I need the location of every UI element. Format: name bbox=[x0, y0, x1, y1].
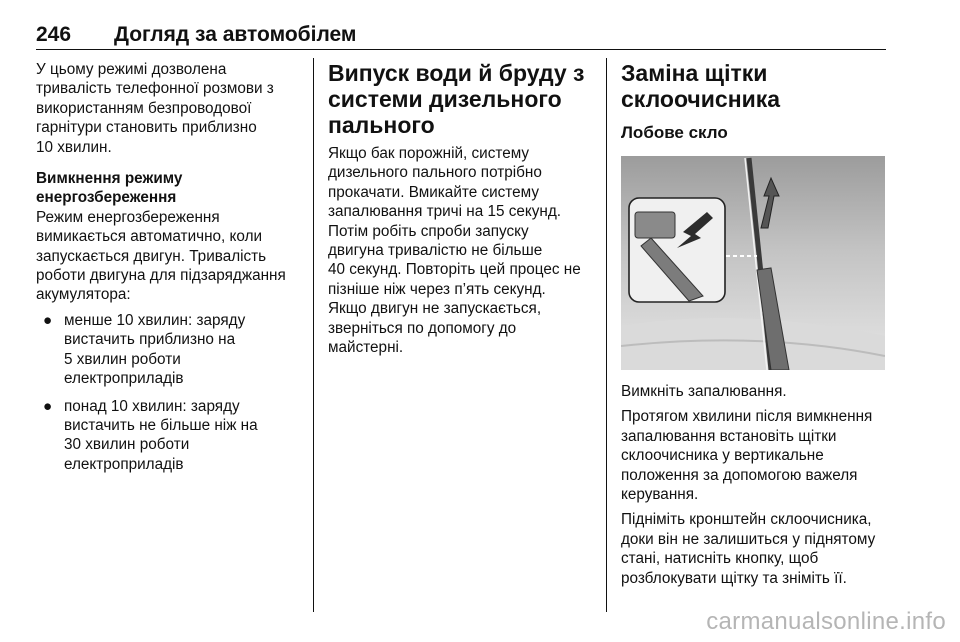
body-paragraph: Режим енергозбереження вимикається автоматично, коли запускається двигун. Тривалість роботи двигуна для підзаряджання акумулятора: bbox=[36, 208, 286, 304]
column-divider-1 bbox=[313, 58, 314, 612]
section-heading: Заміна щітки склоочисника bbox=[621, 60, 781, 112]
wiper-diagram-image bbox=[621, 156, 885, 370]
column-3 bbox=[621, 60, 889, 588]
bullet-icon: ● bbox=[43, 397, 53, 415]
list-item: ● понад 10 хвилин: заряду вистачить не більше ніж на 30 хвилин роботи електроприладів bbox=[43, 397, 258, 473]
body-paragraph: Якщо бак порожній, систему дизельного пального потрібно прокачати. Вмикайте систему запалювання тричі на 15 секунд. Потім робіть спроби запуску двигуна тривалістю не більше 40 секунд. Повторіть цей процес не пізніше ніж через п’ять секунд. Якщо двигун не запускається, зверніться по допомогу до майстерні. bbox=[328, 145, 581, 357]
watermark: carmanualsonline.info bbox=[706, 608, 946, 635]
column-divider-2 bbox=[606, 58, 607, 612]
body-paragraph: Вимкніть запалювання. bbox=[621, 383, 787, 400]
bullet-icon: ● bbox=[43, 311, 53, 329]
page-header bbox=[36, 22, 886, 52]
subsection-heading: Лобове скло bbox=[621, 123, 728, 142]
bullet-list bbox=[36, 311, 298, 474]
subsection-heading: Вимкнення режиму енергозбереження bbox=[36, 170, 183, 207]
body-paragraph: Підніміть кронштейн склоочисника, доки він не залишиться у піднятому стані, натисніть кнопку, щоб розблокувати щітку та зніміть її. bbox=[621, 511, 876, 587]
page-number: 246 bbox=[36, 23, 72, 46]
intro-paragraph: У цьому режимі дозволена тривалість телефонної розмови з використанням безпроводової гарнітури становить приблизно 10 хвилин. bbox=[36, 61, 274, 156]
header-rule bbox=[36, 49, 886, 50]
section-heading: Випуск води й бруду з системи дизельного пального bbox=[328, 60, 585, 138]
body-paragraph: Протягом хвилини після вимкнення запалювання встановіть щітки склоочисника у вертикальне положення за допомогою важеля керування. bbox=[621, 408, 873, 504]
chapter-title: Догляд за автомобілем bbox=[114, 23, 357, 46]
column-2 bbox=[328, 60, 596, 357]
list-item: ● менше 10 хвилин: заряду вистачить приблизно на 5 хвилин роботи електроприладів bbox=[43, 311, 246, 388]
column-1 bbox=[36, 60, 298, 482]
wiper-illustration bbox=[621, 156, 885, 370]
